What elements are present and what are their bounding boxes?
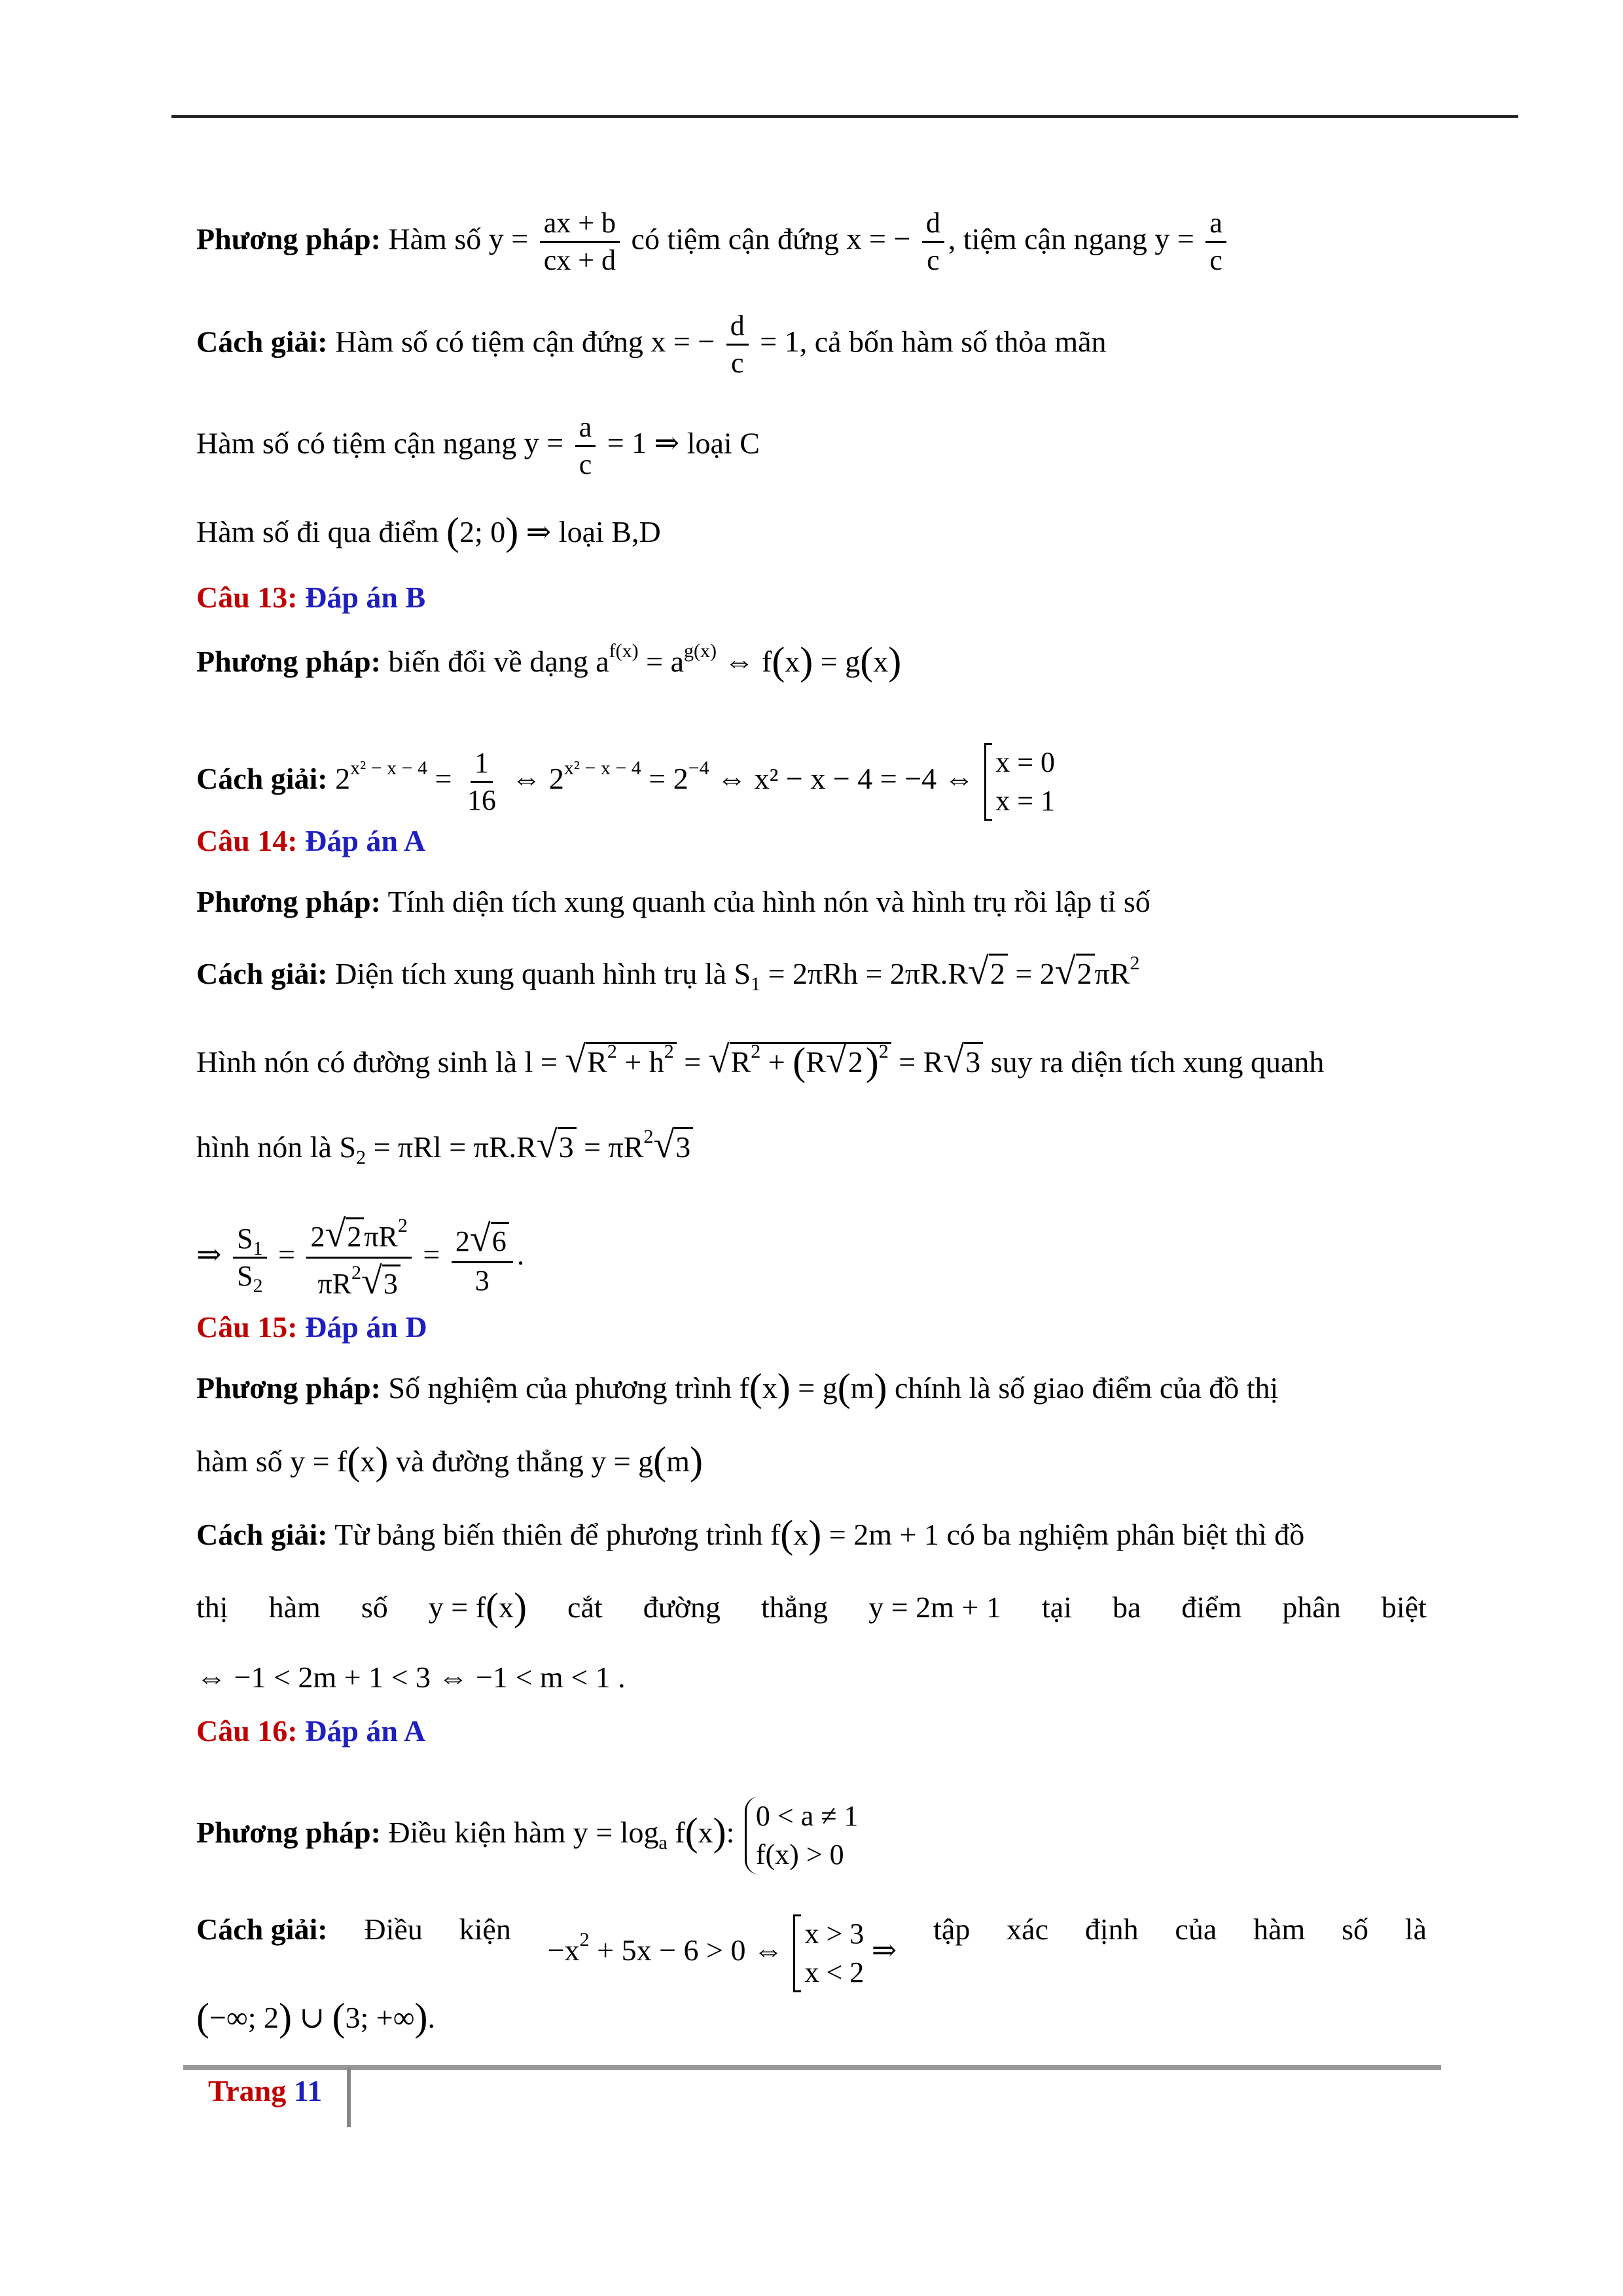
formula: (2; 0) ⇒	[446, 510, 559, 553]
formula: y = 2m + 1	[868, 1590, 1001, 1624]
q12-line3	[196, 412, 1427, 480]
formula: y = g(m)	[591, 1439, 703, 1482]
word: hàm	[1253, 1912, 1306, 1946]
question-title: Câu 16:	[196, 1714, 298, 1748]
text: Số nghiệm của phương trình	[388, 1371, 732, 1405]
text: Hàm số	[388, 222, 482, 256]
method-label: Phương pháp:	[196, 1815, 381, 1849]
formula: x = − $\frac{d}{c}$	[847, 222, 948, 255]
q15-solution-line3	[196, 1662, 1427, 1693]
page-footer	[208, 2073, 322, 2108]
formula: y = $\frac{a}{c}$	[1154, 222, 1230, 255]
formula: $a^{f(x)} = a^{g(x)}$ ⇔ f(x) = g(x)	[596, 639, 902, 683]
word: biệt	[1381, 1590, 1427, 1624]
text: hàm số	[196, 1444, 283, 1478]
solution-label: Cách giải:	[196, 1912, 328, 1946]
text: Tính diện tích xung quanh của hình nón và hình trụ rồi lập tỉ số	[387, 885, 1150, 918]
q15-heading	[196, 1312, 1427, 1342]
q15-solution-line	[196, 1513, 1427, 1556]
word: điểm	[1181, 1590, 1242, 1624]
word: cắt	[567, 1590, 603, 1624]
q12-line4	[196, 510, 1427, 553]
word: đường	[643, 1590, 721, 1624]
formula: ⇔ −1 < 2m + 1 < 3 ⇔ −1 < m < 1 .	[196, 1660, 626, 1694]
q15-solution-line2	[196, 1585, 1427, 1628]
formula: y = $\frac{a}{c}$ = 1 ⇒	[524, 411, 687, 481]
text: có ba nghiệm phân biệt thì đồ	[946, 1518, 1305, 1551]
question-title: Câu 14:	[196, 824, 298, 857]
formula: f(x) = g(m)	[739, 1366, 887, 1409]
formula: $y = \log_a f(x)$: 0 < a ≠ 1 f(x) > 0	[573, 1816, 859, 1849]
solution-label: Cách giải:	[196, 761, 328, 795]
q13-method-line	[196, 639, 1427, 683]
formula: $2^{x^2 - x - 4}$ = $\frac{1}{16}$ ⇔ $2^{x^2 - x - 4} = 2^{-4}$ ⇔ x² − x − 4 = −4 ⇔ x = 0 x = 1	[335, 762, 1055, 795]
method-label: Phương pháp:	[196, 222, 381, 256]
word: thị	[196, 1590, 228, 1624]
word: số	[1342, 1912, 1368, 1946]
word: phân	[1282, 1590, 1341, 1624]
word: tại	[1041, 1590, 1072, 1624]
solution-label: Cách giải:	[196, 325, 328, 359]
text: Hình nón có đường sinh là	[196, 1045, 518, 1079]
word: tập	[933, 1912, 971, 1946]
method-label: Phương pháp:	[196, 885, 381, 918]
page-label: Trang	[208, 2074, 287, 2108]
formula: $-x^2 + 5x - 6 > 0$ ⇔ x > 3 x < 2 ⇒	[548, 1914, 897, 1992]
q14-solution-line	[196, 950, 1427, 995]
method-label: Phương pháp:	[196, 645, 381, 678]
q12-solution-line	[196, 311, 1427, 378]
footer-rule	[183, 2065, 1441, 2070]
word: kiện	[459, 1912, 511, 1946]
q14-line3	[196, 1038, 1427, 1083]
text: hình nón là	[196, 1130, 332, 1164]
q13-solution-line	[196, 743, 1427, 821]
formula: $S_2 = \pi Rl = \pi R.R√3 = \pi R^2√3$	[339, 1130, 693, 1164]
q16-heading	[196, 1716, 1427, 1746]
text: loại C	[687, 426, 760, 460]
word: hàm	[268, 1590, 321, 1624]
text: , cả bốn hàm số thỏa mãn	[799, 325, 1107, 359]
text: loại B,D	[558, 515, 661, 548]
text: biến đổi về dạng	[388, 645, 588, 678]
text: Diện tích xung quanh hình trụ là	[335, 957, 726, 990]
formula: $S_1 = 2\pi Rh = 2\pi R.R√2 = 2√2\pi R^2$	[734, 950, 1140, 995]
q15-method-line	[196, 1366, 1427, 1409]
text: Từ bảng biến thiên để phương trình	[334, 1518, 763, 1551]
text: có tiệm cận đứng	[631, 222, 839, 256]
formula: y = f(x)	[428, 1585, 527, 1628]
text: và đường thẳng	[395, 1444, 584, 1478]
footer-divider	[347, 2067, 351, 2127]
formula: x = − $\frac{d}{c}$ = 1	[651, 310, 800, 380]
q14-heading	[196, 826, 1427, 856]
q14-ratio-line	[196, 1214, 1427, 1301]
formula: y = f(x)	[290, 1439, 389, 1482]
answer-label: Đáp án B	[305, 581, 426, 614]
word: là	[1404, 1912, 1427, 1946]
text: chính là số giao điểm của đồ thị	[894, 1371, 1279, 1405]
page-number: 11	[293, 2074, 323, 2108]
q12-method-line	[196, 208, 1427, 276]
solution-label: Cách giải:	[196, 957, 328, 990]
word: số	[361, 1590, 388, 1624]
text: Hàm số đi qua điểm	[196, 515, 439, 548]
formula: $l = √R^2 + h^2 = √R^2 + (R√2)^2 = R√3$	[525, 1045, 984, 1079]
word: xác	[1007, 1912, 1048, 1946]
word: của	[1175, 1912, 1217, 1946]
formula: f(x) = 2m + 1	[770, 1513, 947, 1556]
text: , tiệm cận ngang	[948, 222, 1147, 256]
formula: (−∞; 2) ∪ (3; +∞).	[196, 1996, 436, 2039]
q14-line4	[196, 1123, 1427, 1168]
solution-label: Cách giải:	[196, 1518, 328, 1551]
text: Hàm số có tiệm cận ngang	[196, 426, 517, 460]
answer-label: Đáp án D	[305, 1310, 427, 1344]
answer-label: Đáp án A	[305, 824, 426, 857]
text: Điều kiện hàm	[388, 1815, 566, 1849]
question-title: Câu 13:	[196, 581, 298, 614]
answer-label: Đáp án A	[305, 1714, 426, 1748]
word: Điều	[364, 1912, 423, 1946]
formula: ⇒ $\frac{S_1}{S_2}$ = $\frac{2√2\pi R^2}{\pi R^2√3}$ = $\frac{2√6}{3}$ .	[196, 1212, 525, 1302]
word: thẳng	[760, 1590, 829, 1624]
q16-solution-line2	[196, 1996, 1427, 2039]
question-title: Câu 15:	[196, 1310, 298, 1344]
text: suy ra diện tích xung quanh	[990, 1045, 1325, 1079]
header-rule	[171, 115, 1518, 118]
word: ba	[1112, 1590, 1141, 1624]
word: định	[1084, 1912, 1139, 1946]
formula: y = $\frac{ax + b}{cx + d}$	[489, 222, 624, 255]
q16-solution-line	[196, 1914, 1427, 1992]
q16-method-line	[196, 1797, 1427, 1874]
q14-method-line	[196, 887, 1427, 917]
text: Hàm số có tiệm cận đứng	[335, 325, 643, 359]
method-label: Phương pháp:	[196, 1371, 381, 1405]
q13-heading	[196, 583, 1427, 613]
q15-method-line2	[196, 1439, 1427, 1482]
